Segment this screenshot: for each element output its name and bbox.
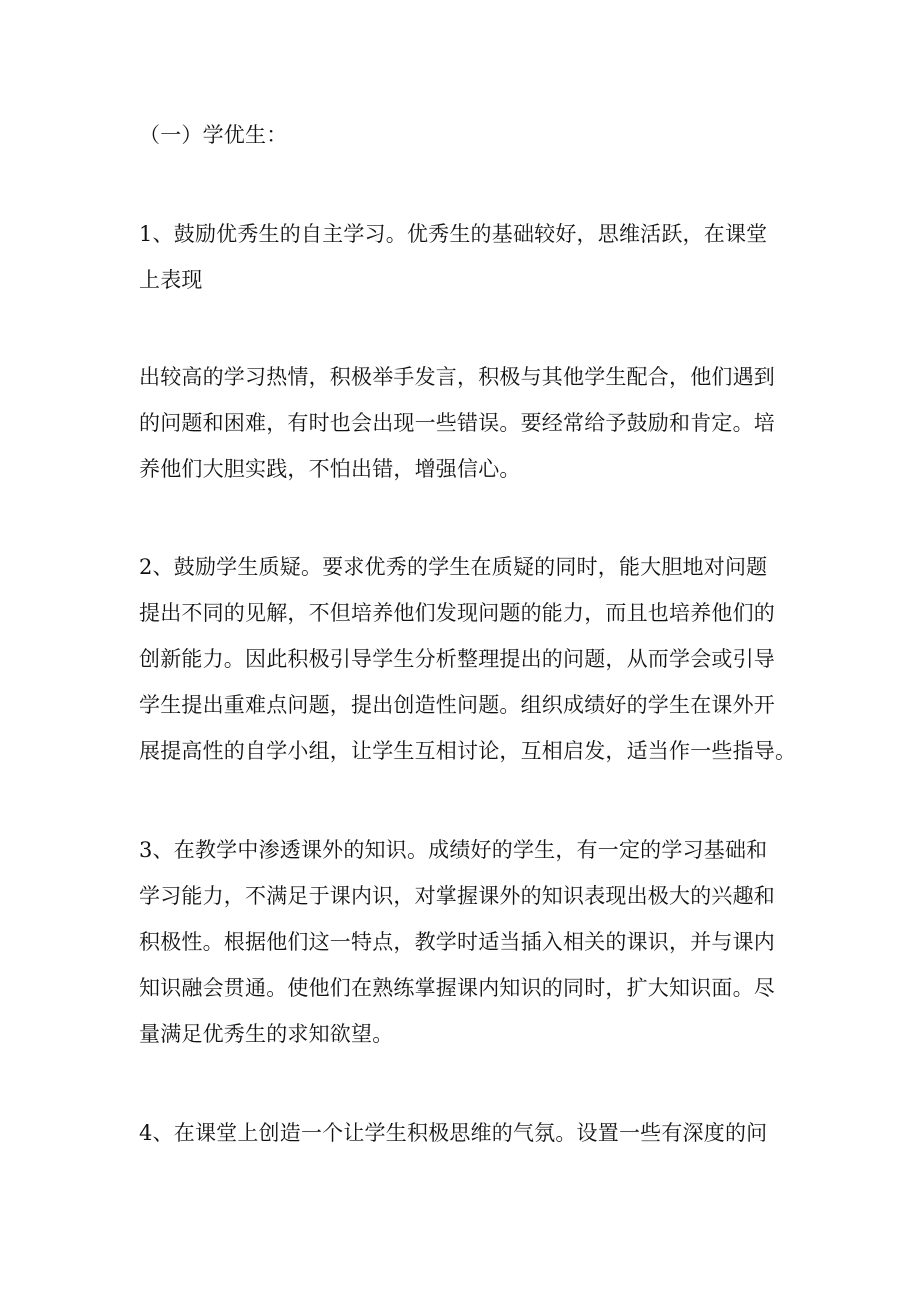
paragraph-2-line-2: 的问题和困难，有时也会出现一些错误。要经常给予鼓励和肯定。培: [139, 411, 775, 435]
paragraph-4-line-5: 量满足优秀生的求知欲望。: [139, 1022, 394, 1046]
paragraph-1-line-1: 1、鼓励优秀生的自主学习。优秀生的基础较好，思维活跃，在课堂: [139, 222, 768, 246]
paragraph-4-line-2: 学习能力，不满足于课内识，对掌握课外的知识表现出极大的兴趣和: [139, 884, 775, 908]
paragraph-3-line-3: 创新能力。因此积极引导学生分析整理提出的问题，从而学会或引导: [139, 647, 775, 671]
paragraph-3-line-5: 展提高性的自学小组，让学生互相讨论，互相启发，适当作一些指导。: [139, 739, 797, 763]
paragraph-2-line-1: 出较高的学习热情，积极举手发言，积极与其他学生配合，他们遇到: [139, 365, 775, 389]
paragraph-1-line-2: 上表现: [139, 268, 203, 292]
section-heading: （一）学优生：: [139, 123, 288, 147]
paragraph-4-line-4: 知识融会贯通。使他们在熟练掌握课内知识的同时，扩大知识面。尽: [139, 976, 775, 1000]
paragraph-3-line-2: 提出不同的见解，不但培养他们发现问题的能力，而且也培养他们的: [139, 601, 775, 625]
paragraph-2-line-3: 养他们大胆实践，不怕出错，增强信心。: [139, 457, 521, 481]
paragraph-3-line-4: 学生提出重难点问题，提出创造性问题。组织成绩好的学生在课外开: [139, 693, 775, 717]
paragraph-5-line-1: 4、在课堂上创造一个让学生积极思维的气氛。设置一些有深度的问: [139, 1121, 768, 1145]
paragraph-4-line-1: 3、在教学中渗透课外的知识。成绩好的学生，有一定的学习基础和: [139, 838, 768, 862]
paragraph-3-line-1: 2、鼓励学生质疑。要求优秀的学生在质疑的同时，能大胆地对问题: [139, 555, 768, 579]
paragraph-4-line-3: 积极性。根据他们这一特点，教学时适当插入相关的课识，并与课内: [139, 930, 775, 954]
